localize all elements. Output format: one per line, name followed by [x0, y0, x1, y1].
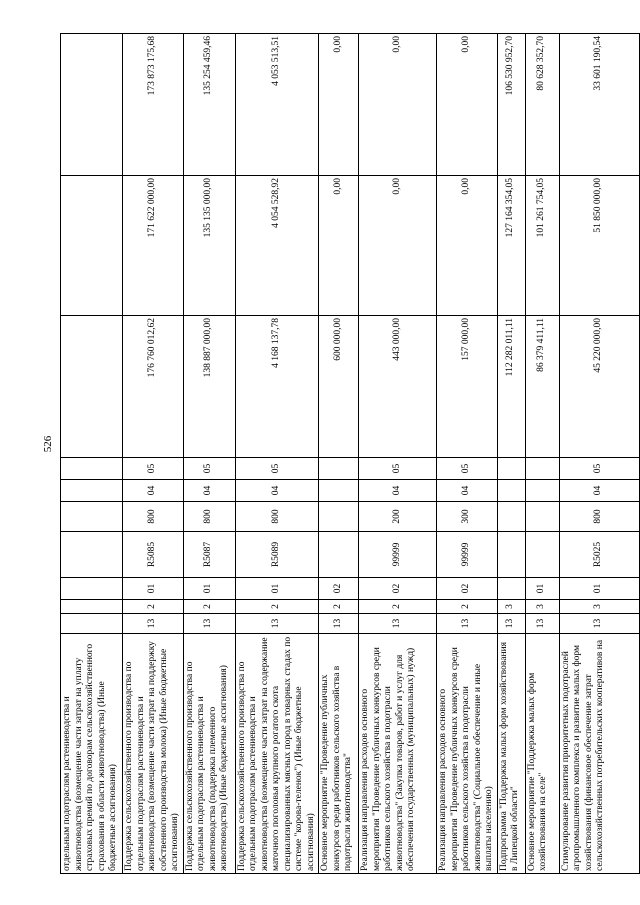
amount-year-3: 4 053 513,51 — [235, 34, 319, 176]
direction-code: R5087 — [183, 532, 235, 578]
amount-year-3: 135 254 459,46 — [183, 34, 235, 176]
amount-year-1: 176 760 012,62 — [123, 316, 184, 458]
direction-code — [525, 532, 559, 578]
page-number: 526 — [42, 435, 54, 453]
subsection-code — [319, 458, 359, 480]
subprogram-code: 2 — [437, 600, 498, 614]
event-code: 02 — [437, 578, 498, 600]
expense-type-code: 200 — [359, 502, 437, 532]
amount-year-2: 4 054 528,92 — [235, 176, 319, 316]
table-row — [319, 34, 359, 874]
direction-code — [319, 532, 359, 578]
section-code: 04 — [183, 480, 235, 502]
amount-year-3 — [61, 34, 123, 176]
row-description: Основное мероприятие "Поддержка малых форм хозяйствования на селе" — [525, 634, 559, 874]
amount-year-3: 0,00 — [359, 34, 437, 176]
subprogram-code — [61, 600, 123, 614]
program-code: 13 — [437, 614, 498, 634]
amount-year-2: 51 850 000,00 — [559, 176, 639, 316]
row-description: отдельным подотраслям растениеводства и животноводства (возмещение части затрат на уплату страховых премий по договорам сельскохозяйственного страхования в области животноводства) (Иные бюджетные ассигнования) — [61, 634, 123, 874]
expense-type-code: 800 — [559, 502, 639, 532]
event-code: 01 — [183, 578, 235, 600]
program-code: 13 — [559, 614, 639, 634]
amount-year-3: 106 530 952,70 — [497, 34, 525, 176]
table-row — [235, 34, 319, 874]
section-code — [319, 480, 359, 502]
direction-code: 99999 — [437, 532, 498, 578]
program-code — [61, 614, 123, 634]
amount-year-2: 0,00 — [319, 176, 359, 316]
program-code: 13 — [183, 614, 235, 634]
row-description: Реализация направления расходов основного мероприятия "Проведение публичных конкурсов среди работников сельского хозяйства в подотрасли животноводства" (Социальное обеспечение и иные выплаты населению) — [437, 634, 498, 874]
amount-year-2: 0,00 — [359, 176, 437, 316]
amount-year-1: 86 379 411,11 — [525, 316, 559, 458]
budget-table — [60, 33, 640, 874]
subprogram-code: 3 — [497, 600, 525, 614]
table-row — [525, 34, 559, 874]
direction-code — [61, 532, 123, 578]
amount-year-3: 80 628 352,70 — [525, 34, 559, 176]
amount-year-2: 135 135 000,00 — [183, 176, 235, 316]
amount-year-3: 0,00 — [437, 34, 498, 176]
row-description: Поддержка сельскохозяйственного производства по отдельным подотраслям растениеводства и животноводства (возмещение части затрат на содержание маточного поголовья крупного рогатого скота специализированных мясных пород в товарных стадах по системе "корова-теленок") (Иные бюджетные ассигнования) — [235, 634, 319, 874]
table-row — [359, 34, 437, 874]
table-row — [61, 34, 123, 874]
amount-year-1 — [61, 316, 123, 458]
table-row — [497, 34, 525, 874]
event-code — [61, 578, 123, 600]
program-code: 13 — [319, 614, 359, 634]
event-code: 01 — [559, 578, 639, 600]
amount-year-1: 600 000,00 — [319, 316, 359, 458]
direction-code: R5089 — [235, 532, 319, 578]
section-code: 04 — [359, 480, 437, 502]
section-code: 04 — [235, 480, 319, 502]
subprogram-code: 2 — [359, 600, 437, 614]
amount-year-2: 171 622 000,00 — [123, 176, 184, 316]
subprogram-code: 2 — [235, 600, 319, 614]
expense-type-code: 800 — [123, 502, 184, 532]
amount-year-1: 443 000,00 — [359, 316, 437, 458]
subprogram-code: 3 — [525, 600, 559, 614]
amount-year-2: 127 164 354,05 — [497, 176, 525, 316]
amount-year-3: 33 601 190,54 — [559, 34, 639, 176]
section-code: 04 — [437, 480, 498, 502]
subprogram-code: 2 — [183, 600, 235, 614]
direction-code: R5025 — [559, 532, 639, 578]
subprogram-code: 3 — [559, 600, 639, 614]
table-row — [183, 34, 235, 874]
section-code — [497, 480, 525, 502]
event-code: 01 — [235, 578, 319, 600]
subsection-code: 05 — [437, 458, 498, 480]
expense-type-code: 800 — [235, 502, 319, 532]
event-code: 02 — [359, 578, 437, 600]
subsection-code: 05 — [123, 458, 184, 480]
amount-year-1: 157 000,00 — [437, 316, 498, 458]
row-description: Стимулирование развития приоритетных подотраслей агропромышленного комплекса и развитие малых форм хозяйствования (финансовое обеспечение затрат сельскохозяйственных потребительских кооперативов на — [559, 634, 639, 874]
amount-year-3: 0,00 — [319, 34, 359, 176]
subsection-code — [497, 458, 525, 480]
subsection-code — [525, 458, 559, 480]
event-code: 02 — [319, 578, 359, 600]
amount-year-2 — [61, 176, 123, 316]
budget-table-rotated — [60, 34, 620, 874]
subsection-code: 05 — [183, 458, 235, 480]
amount-year-2: 101 261 754,05 — [525, 176, 559, 316]
expense-type-code — [497, 502, 525, 532]
row-description: Поддержка сельскохозяйственного производства по отдельным подотраслям растениеводства и животноводства (поддержка племенного животноводства) (Иные бюджетные ассигнования) — [183, 634, 235, 874]
program-code: 13 — [359, 614, 437, 634]
expense-type-code — [525, 502, 559, 532]
amount-year-1: 4 168 137,78 — [235, 316, 319, 458]
subprogram-code: 2 — [123, 600, 184, 614]
subprogram-code: 2 — [319, 600, 359, 614]
row-description: Основное мероприятие "Проведение публичных конкурсов среди работников сельского хозяйства в подотрасли животноводства" — [319, 634, 359, 874]
expense-type-code: 800 — [183, 502, 235, 532]
program-code: 13 — [235, 614, 319, 634]
program-code: 13 — [525, 614, 559, 634]
expense-type-code — [319, 502, 359, 532]
row-description: Подпрограмма "Поддержка малых форм хозяйствования в Липецкой области" — [497, 634, 525, 874]
amount-year-1: 45 220 000,00 — [559, 316, 639, 458]
section-code — [525, 480, 559, 502]
table-row — [437, 34, 498, 874]
expense-type-code: 300 — [437, 502, 498, 532]
subsection-code: 05 — [359, 458, 437, 480]
amount-year-1: 112 282 011,11 — [497, 316, 525, 458]
expense-type-code — [61, 502, 123, 532]
direction-code: 99999 — [359, 532, 437, 578]
section-code: 04 — [123, 480, 184, 502]
subsection-code — [61, 458, 123, 480]
section-code — [61, 480, 123, 502]
direction-code: R5085 — [123, 532, 184, 578]
program-code: 13 — [497, 614, 525, 634]
amount-year-3: 173 873 175,68 — [123, 34, 184, 176]
subsection-code: 05 — [235, 458, 319, 480]
event-code — [497, 578, 525, 600]
row-description: Поддержка сельскохозяйственного производства по отдельным подотраслям растениеводства и животноводства (возмещение части затрат на поддержку собственного производства молока) (Иные бюджетные ассигнования) — [123, 634, 184, 874]
subsection-code: 05 — [559, 458, 639, 480]
program-code: 13 — [123, 614, 184, 634]
event-code: 01 — [525, 578, 559, 600]
amount-year-1: 138 887 000,00 — [183, 316, 235, 458]
amount-year-2: 0,00 — [437, 176, 498, 316]
table-row — [123, 34, 184, 874]
direction-code — [497, 532, 525, 578]
event-code: 01 — [123, 578, 184, 600]
row-description: Реализация направления расходов основного мероприятия "Проведение публичных конкурсов среди работников сельского хозяйства в подотрасли животноводства" (Закупка товаров, работ и услуг для обеспечения государственных (муниципальных) нужд) — [359, 634, 437, 874]
section-code: 04 — [559, 480, 639, 502]
table-row — [559, 34, 639, 874]
